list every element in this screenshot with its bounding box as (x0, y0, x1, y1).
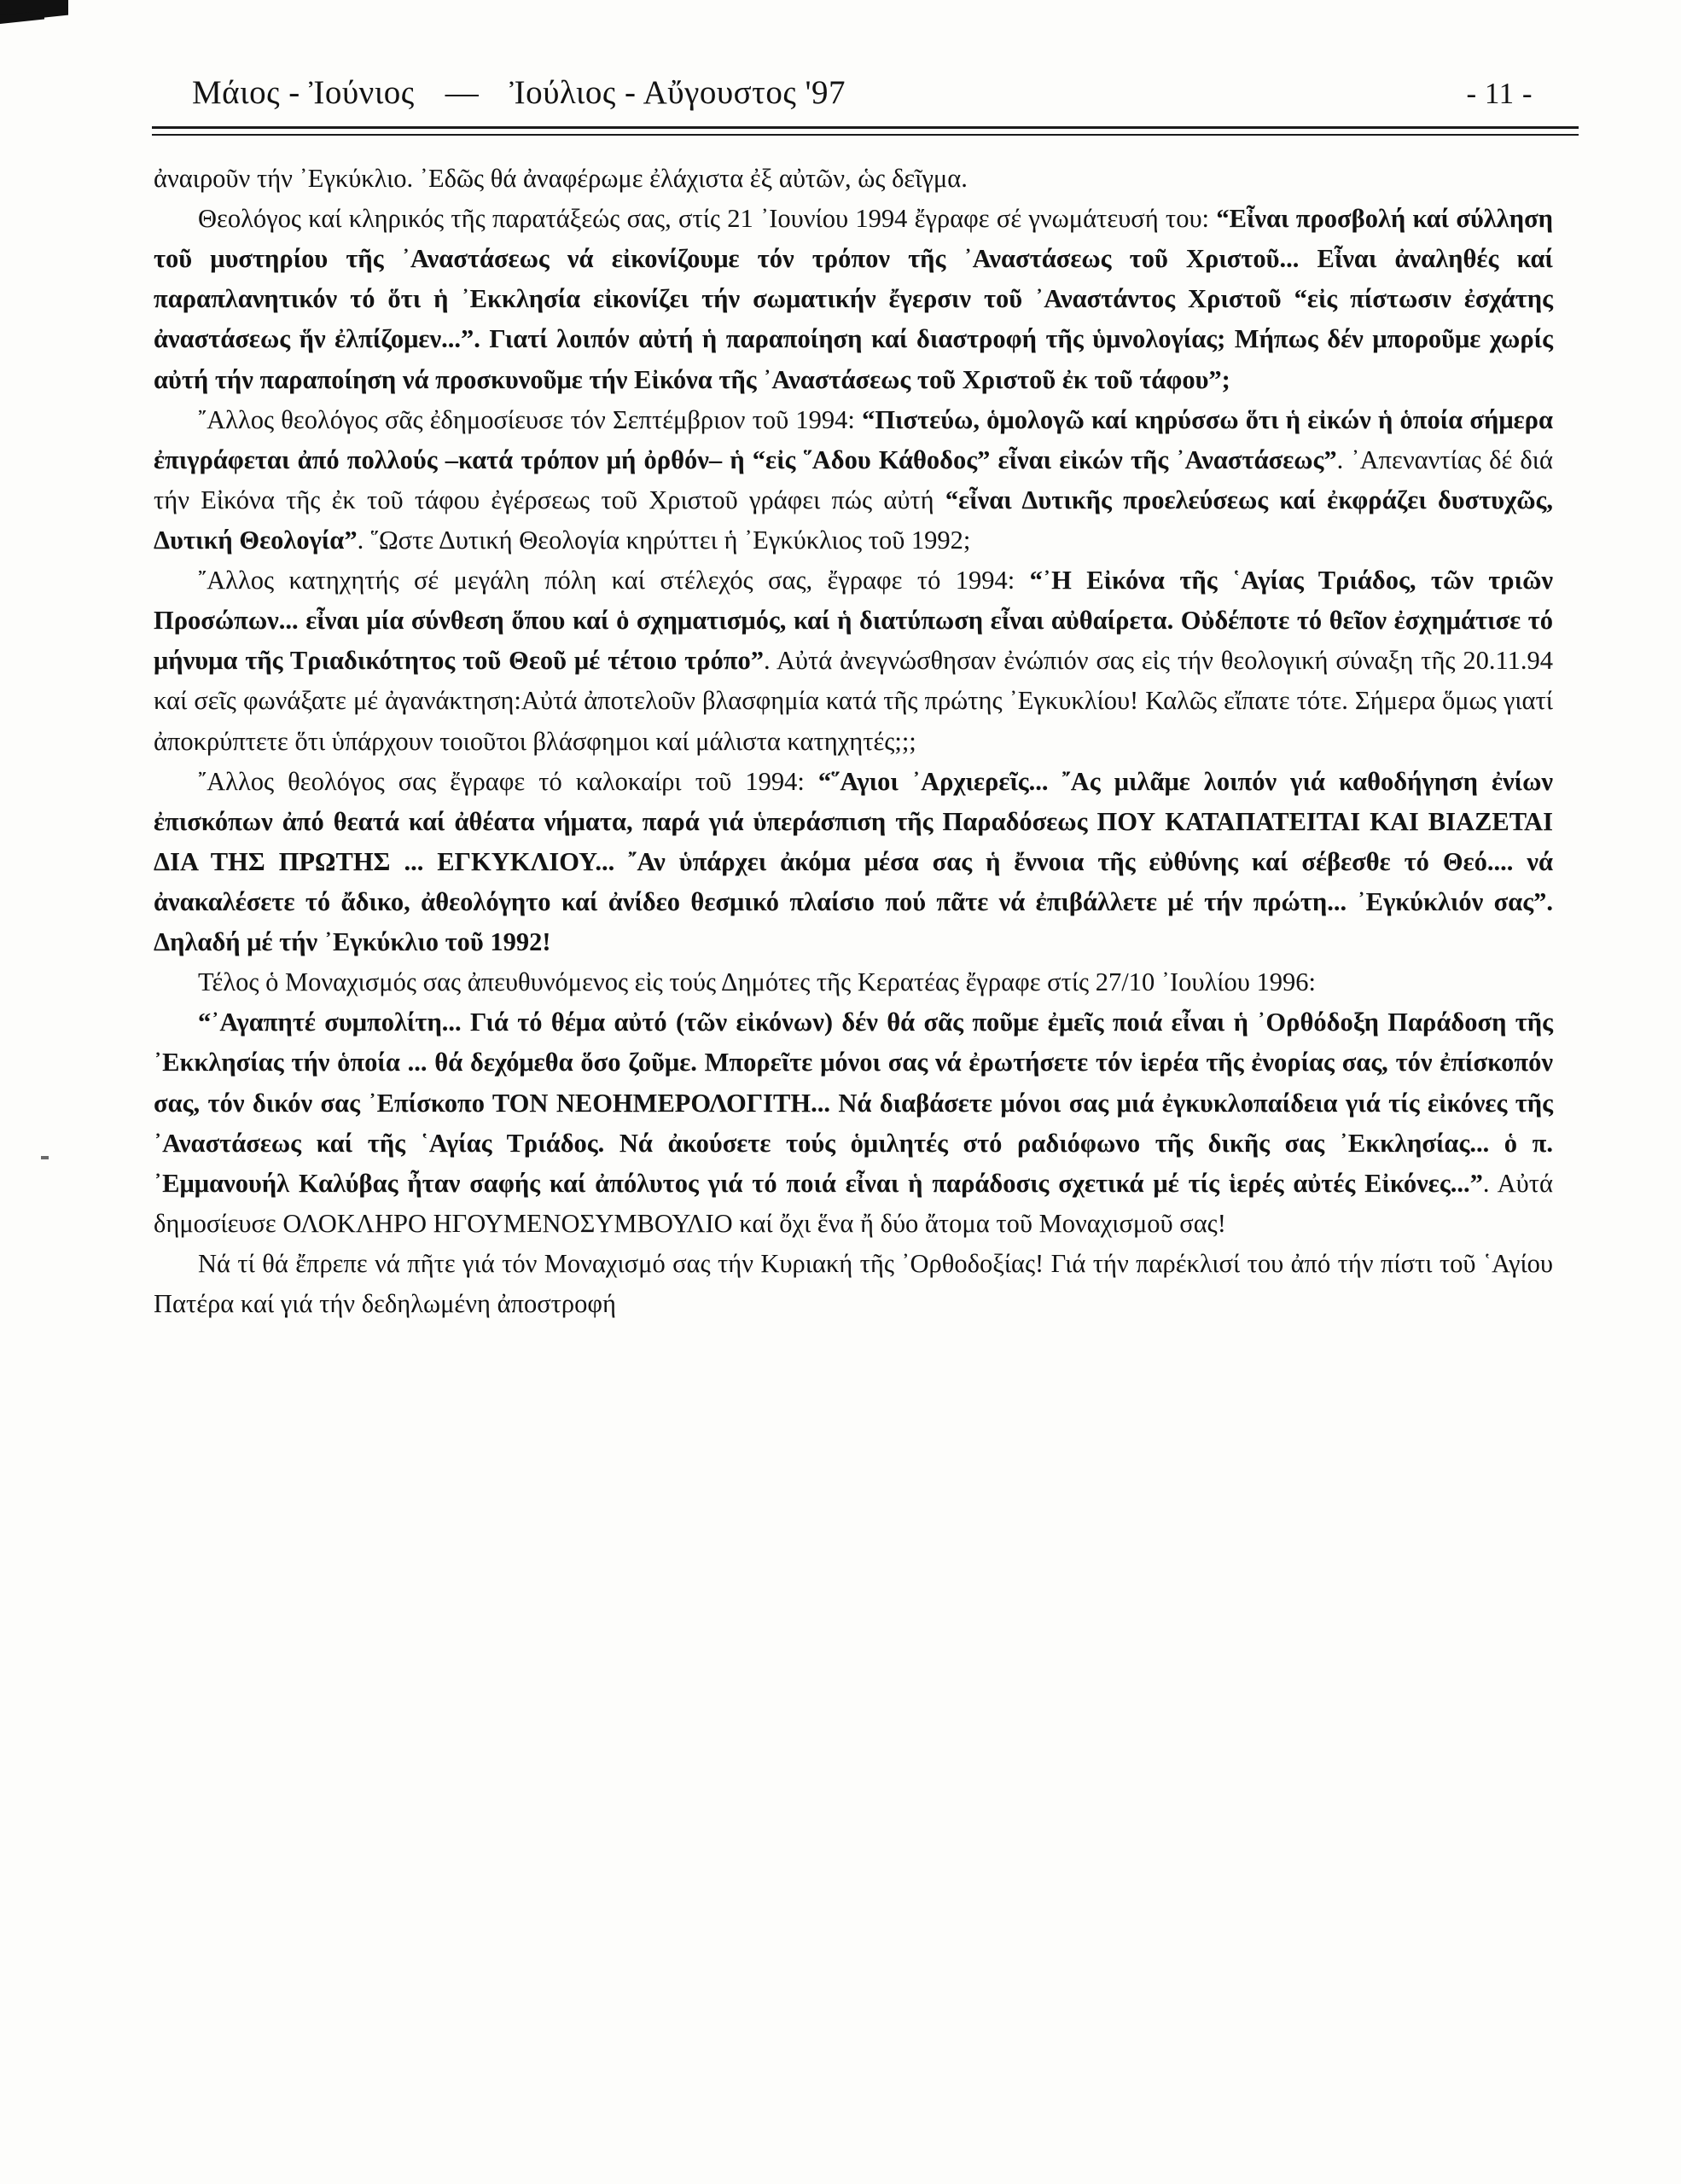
scan-margin-speck (41, 1156, 49, 1159)
page-number: - 11 - (1466, 77, 1533, 110)
text-run: Θεολόγος καί κληρικός τῆς παρατάξεώς σας, στίς 21 ᾿Ιουνίου 1994 ἔγραφε σέ γνωμάτευσή του: (198, 204, 1217, 234)
paragraph (154, 962, 1553, 1002)
header-left-months: Μάιος - Ἰούνιος (192, 74, 415, 111)
paragraph (154, 561, 1553, 762)
paragraph (154, 1244, 1553, 1324)
text-run: ἀναιροῦν τήν ᾿Εγκύκλιο. ᾿Εδῶς θά ἀναφέρωμε ἐλάχιστα ἐξ αὐτῶν, ὡς δεῖγμα. (154, 164, 968, 193)
text-run: ῎Αλλος θεολόγος σᾶς ἐδημοσίευσε τόν Σεπτέμβριον τοῦ 1994: (198, 404, 863, 434)
quoted-bold-run: “Πιστεύω, ὁμολογῶ καί κηρύσσω ὅτι ἡ εἰκών ἡ ὁποία σήμερα ἐπιγράφεται ἀπό πολλούς –κατά τρόπον μή ὀρθόν– ἡ “εἰς ῞Αδου Κάθοδος” εἶναι εἰκών τῆς ᾿Αναστάσεως” (154, 404, 1553, 474)
paragraph (154, 400, 1553, 561)
text-run: . ῞Ωστε Δυτική Θεολογία κηρύττει ἡ ᾿Εγκύκλιος τοῦ 1992; (357, 525, 971, 555)
text-run: . ᾿Απεναντίας δέ διά τήν Εἰκόνα τῆς ἐκ τοῦ τάφου ἐγέρσεως τοῦ Χριστοῦ γράφει πώς αὐτή (154, 444, 1553, 514)
quoted-bold-run: “εἶναι Δυτικῆς προελεύσεως καί ἐκφράζει δυστυχῶς, Δυτική Θεολογία” (154, 485, 1553, 555)
text-run: Νά τί θά ἔπρεπε νά πῆτε γιά τόν Μοναχισμό σας τήν Κυριακή τῆς ᾿Ορθοδοξίας! Γιά τήν παρέκλισί του ἀπό τήν πίστι τοῦ ῾Αγίου Πατέρα καί γιά τήν δεδηλωμένη ἀποστροφή (154, 1248, 1553, 1319)
text-run: Τέλος ὁ Μοναχισμός σας ἀπευθυνόμενος εἰς τούς Δημότες τῆς Κερατέας ἔγραφε στίς 27/10 ᾿Ιουλίου 1996: (198, 967, 1316, 997)
body-text (154, 159, 1553, 1324)
quoted-bold-run: “᾿Η Εἰκόνα τῆς ῾Αγίας Τριάδος, τῶν τριῶν Προσώπων... εἶναι μία σύνθεση ὅπου καί ὁ σχηματισμός, καί ἡ διατύπωση εἶναι αὐθαίρετα. Οὐδέποτε τό θεῖον ἐσχημάτισε τό μήνυμα τῆς Τριαδικότητος τοῦ Θεοῦ μέ τέτοιο τρόπο” (154, 566, 1553, 676)
text-run: ῎Αλλος κατηχητής σέ μεγάλη πόλη καί στέλεχός σας, ἔγραφε τό 1994: (198, 566, 1030, 595)
text-run: ῎Αλλος θεολόγος σας ἔγραφε τό καλοκαίρι τοῦ 1994: (198, 766, 818, 796)
quoted-bold-run: “῞Αγιοι ᾿Αρχιερεῖς... ῎Ας μιλᾶμε λοιπόν γιά καθοδήγηση ἐνίων ἐπισκόπων ἀπό θεατά καί ἀθέατα νήματα, παρά γιά ὑπεράσπιση τῆς Παραδόσεως ΠΟΥ ΚΑΤΑΠΑΤΕΙΤΑΙ ΚΑΙ ΒΙΑΖΕΤΑΙ ΔΙΑ ΤΗΣ ΠΡΩΤΗΣ ... ΕΓΚΥΚΛΙΟΥ... ῎Αν ὑπάρχει ἀκόμα μέσα σας ἡ ἔννοια τῆς εὐθύνης καί σέβεσθε τό Θεό.... νά ἀνακαλέσετε τό ἄδικο, ἀθεολόγητο καί ἀνίδεο θεσμικό πλαίσιο πού πᾶτε νά ἐπιβάλλετε μέ τήν πρώτη... ᾿Εγκύκλιόν σας”. Δηλαδή μέ τήν ᾿Εγκύκλιο τοῦ 1992! (154, 766, 1553, 957)
header-right-months: Ἰούλιος - Αὔγουστος '97 (509, 74, 846, 111)
quoted-bold-run: “᾿Αγαπητέ συμπολίτη... Γιά τό θέμα αὐτό (τῶν εἰκόνων) δέν θά σᾶς ποῦμε ἐμεῖς ποιά εἶναι ἡ ᾿Ορθόδοξη Παράδοση τῆς ᾿Εκκλησίας τήν ὁποία ... θά δεχόμεθα ὅσο ζοῦμε. Μπορεῖτε μόνοι σας νά ἐρωτήσετε τόν ἱερέα τῆς ἐνορίας σας, τόν ἐπίσκοπόν σας, τόν δικόν σας ᾿Επίσκοπο ΤΟΝ ΝΕΟΗΜΕΡΟΛΟΓΙΤΗ... Νά διαβάσετε μόνοι σας μιά ἐγκυκλοπαίδεια γιά τίς εἰκόνες τῆς ᾿Αναστάσεως καί τῆς ῾Αγίας Τριάδος. Νά ἀκούσετε τούς ὁμιλητές στό ραδιόφωνο τῆς δικῆς σας ᾿Εκκλησίας... ὁ π. ᾿Εμμανουήλ Καλύβας ἦταν σαφής καί ἀπόλυτος γιά τό ποιά εἶναι ἡ παράδοσις σχετικά μέ τίς ἱερές αὐτές Εἰκόνες...” (154, 1008, 1553, 1198)
page-header (192, 73, 1544, 112)
scan-corner-artifact (0, 0, 68, 22)
paragraph (154, 762, 1553, 963)
text-run: . Αὐτά δημοσίευσε ΟΛΟΚΛΗΡΟ ΗΓΟΥΜΕΝΟΣΥΜΒΟΥΛΙΟ καί ὄχι ἕνα ἤ δύο ἄτομα τοῦ Μοναχισμοῦ σας! (154, 1168, 1553, 1238)
text-run: . Αὐτά ἀνεγνώσθησαν ἐνώπιόν σας εἰς τήν θεολογική σύναξη τῆς 20.11.94 καί σεῖς φωνάξατε μέ ἀγανάκτηση:Αὐτά ἀποτελοῦν βλασφημία κατά τῆς πρώτης ᾿Εγκυκλίου! Καλῶς εἴπατε τότε. Σήμερα ὅμως γιατί ἀποκρύπτετε ὅτι ὑπάρχουν τοιοῦτοι βλάσφημοι καί μάλιστα κατηχητές;;; (154, 646, 1554, 756)
header-dash: — (445, 74, 480, 111)
paragraph (154, 1002, 1553, 1244)
header-divider-rule (152, 126, 1579, 136)
paragraph (154, 159, 1553, 199)
quoted-bold-run: “Εἶναι προσβολή καί σύλληση τοῦ μυστηρίου τῆς ᾿Αναστάσεως νά εἰκονίζουμε τόν τρόπον τῆς ᾿Αναστάσεως τοῦ Χριστοῦ... Εἶναι ἀναληθές καί παραπλανητικόν τό ὅτι ἡ ᾿Εκκλησία εἰκονίζει τήν σωματικήν ἔγερσιν τοῦ ᾿Αναστάντος Χριστοῦ “εἰς πίστωσιν ἐσχάτης ἀναστάσεως ἥν ἐλπίζομεν...”. Γιατί λοιπόν αὐτή ἡ παραποίηση καί διαστροφή τῆς ὑμνολογίας; Μήπως δέν μποροῦμε χωρίς αὐτή τήν παραποίηση νά προσκυνοῦμε τήν Εἰκόνα τῆς ᾿Αναστάσεως τοῦ Χριστοῦ ἐκ τοῦ τάφου”; (154, 204, 1553, 394)
paragraph (154, 199, 1553, 400)
